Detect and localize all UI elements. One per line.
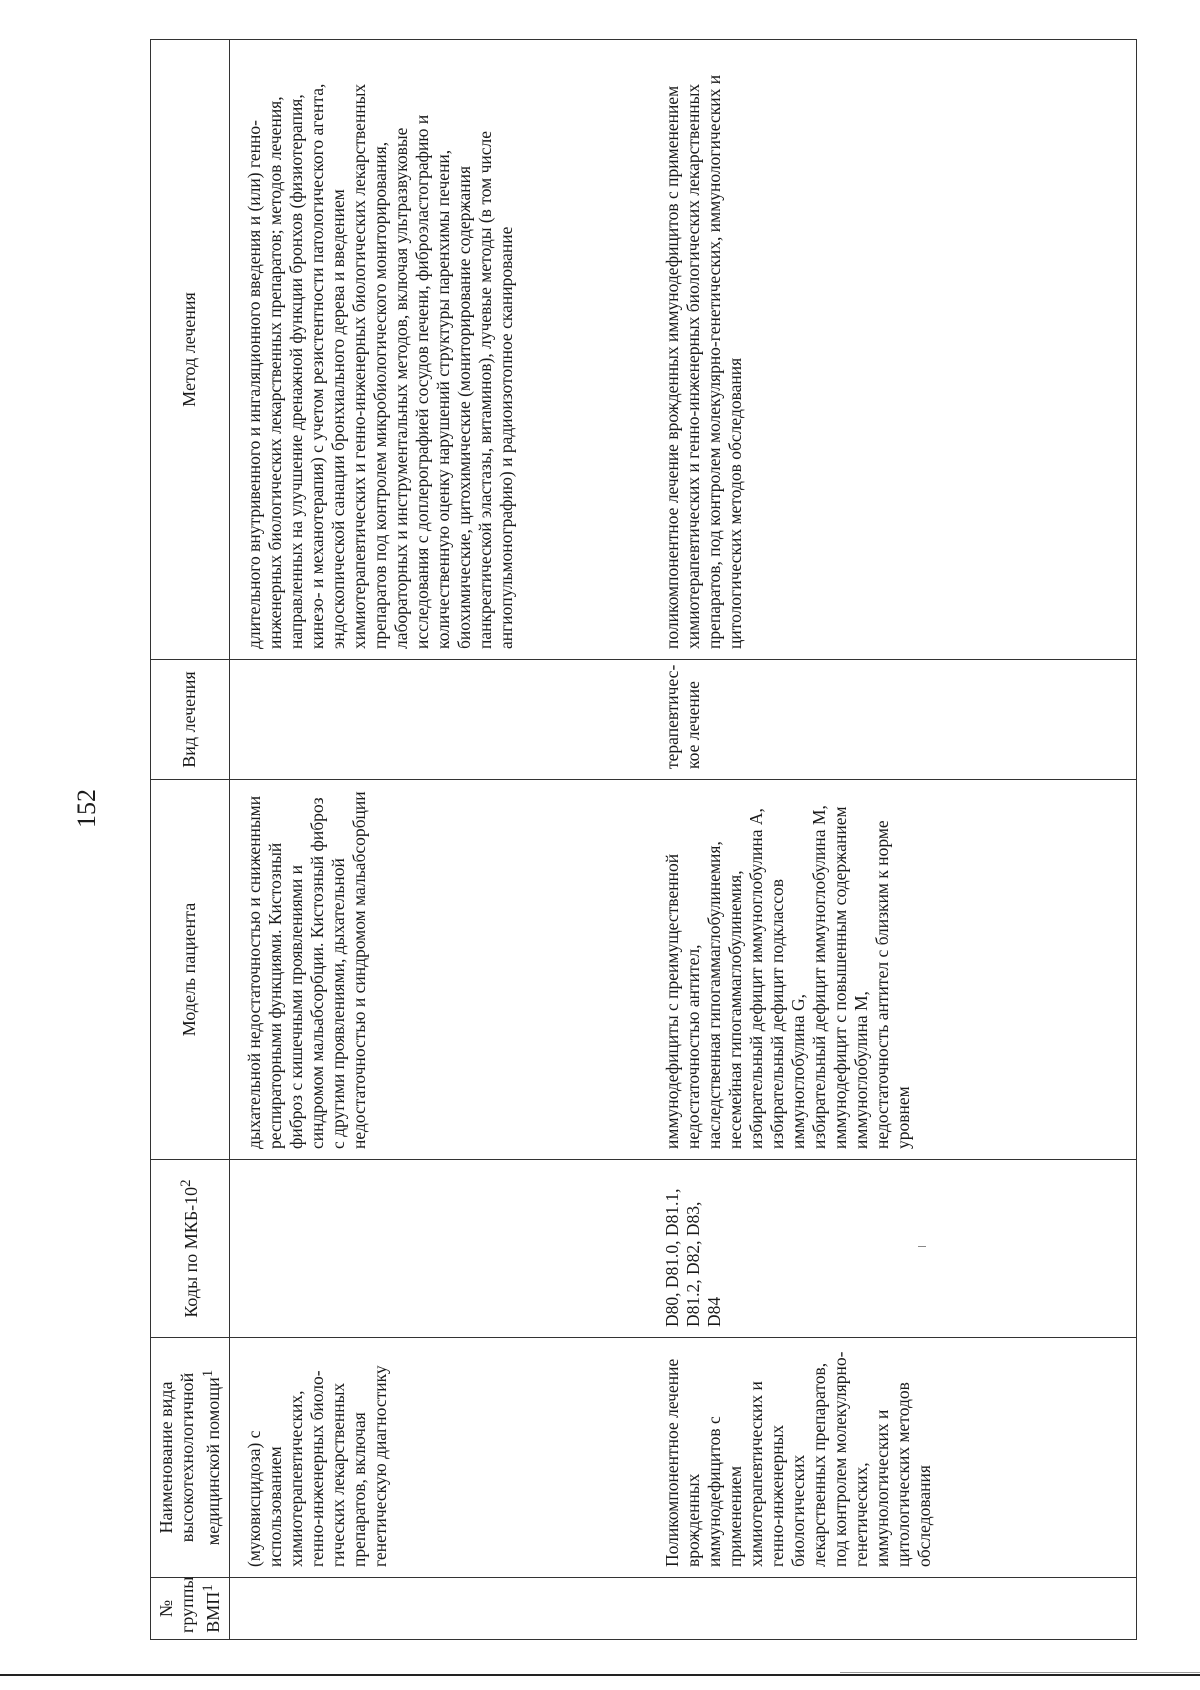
header-group-number: № группы ВМП$^1$ bbox=[151, 1578, 230, 1640]
header-treatment-type: Вид лечения bbox=[151, 660, 230, 780]
table-header-row bbox=[151, 40, 230, 1640]
cell-codes: D80, D81.0, D81.1, D81.2, D82, D83, D84 bbox=[648, 1160, 1137, 1338]
cell-method: поликомпонентное лечение врожденных иммунодефицитов с применением химиотерапевтических и генно-инженерных биологических лекарственных препаратов, под контролем молекулярно-генетических, иммунологических и цитологических методов обследования bbox=[648, 40, 1137, 660]
cell-type bbox=[230, 660, 649, 780]
page-number: 152 bbox=[72, 789, 101, 828]
treatment-table bbox=[150, 39, 1137, 1640]
table-row bbox=[648, 40, 1137, 1640]
cell-name: (муковисцидоза) с использованием химиотерапевтических, генно-инженерных биоло-гических лекарственных препаратов, включая генетическую диагностику bbox=[230, 1338, 649, 1578]
rotated-table-container bbox=[150, 40, 1200, 1640]
header-icd-codes: Коды по МКБ-$10^2$ bbox=[151, 1160, 230, 1338]
header-treatment-method: Метод лечения bbox=[151, 40, 230, 660]
header-patient-model: Модель пациента bbox=[151, 780, 230, 1160]
cell-codes bbox=[230, 1160, 649, 1338]
cell-number bbox=[230, 1578, 649, 1640]
cell-model: иммунодефициты с преимущественной недостаточностью антител, наследственная гипогаммаглобулинемия, несемейная гипогаммаглобулинемия, избирательный дефицит иммуноглобулина A, избирательный дефицит подклассов иммуноглобулина G, избирательный дефицит иммуноглобулина M, иммунодефицит с повышенным содержанием иммуноглобулина M, недостаточность антител с близким к норме уровнем bbox=[648, 780, 1137, 1160]
cell-name: Поликомпонентное лечение врожденных иммунодефицитов с применением химиотерапевтических и генно-инженерных биологических лекарственных препаратов, под контролем молекулярно-генетических, иммунологических и цитологических методов обследования bbox=[648, 1338, 1137, 1578]
cell-model: дыхательной недостаточностью и сниженными респираторными функциями. Кистозный фиброз с кишечными проявлениями и синдромом мальабсорбции. Кистозный фиброз с другими проявлениями, дыхательной недостаточностью и синдромом мальабсорбции bbox=[230, 780, 649, 1160]
cell-type: терапевтичес-кое лечение bbox=[648, 660, 1137, 780]
header-care-type-name: Наименование вида высокотехнологичной медицинской помощи$^1$ bbox=[151, 1338, 230, 1578]
scan-mark bbox=[918, 1246, 926, 1247]
cell-number bbox=[648, 1578, 1137, 1640]
cell-method: длительного внутривенного и ингаляционного введения и (или) генно-инженерных биологических лекарственных препаратов; методов лечения, направленных на улучшение дренажной функции бронхов (физиотерапия, кинезо- и механотерапия) с учетом резистентности патологического агента, эндоскопической санации бронхиального дерева и введением химиотерапевтических и генно-инженерных биологических лекарственных препаратов под контролем микробиологического мониторирования, лабораторных и инструментальных методов, включая ультразвуковые исследования с доплерографией сосудов печени, фиброэластографию и количественную оценку нарушений структуры паренхимы печени, биохимические, цитохимические (мониторирование содержания панкреатической эластазы, витаминов), лучевые методы (в том числе ангиопульмонографию) и радиоизотопное сканирование bbox=[230, 40, 649, 660]
scan-edge bbox=[840, 1672, 1200, 1673]
bottom-rule bbox=[0, 1674, 1200, 1676]
table-row bbox=[230, 40, 649, 1640]
